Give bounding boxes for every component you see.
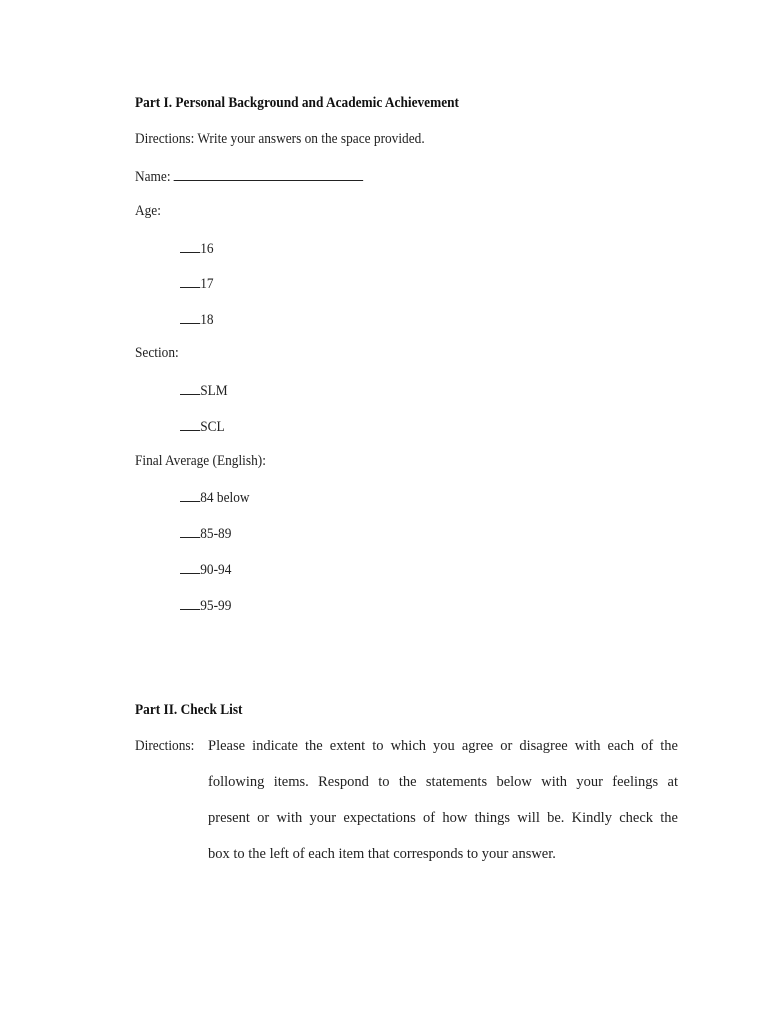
part2-heading: Part II. Check List bbox=[135, 702, 243, 718]
part1-heading: Part I. Personal Background and Academic Achievement bbox=[135, 95, 459, 111]
section-option bbox=[180, 380, 228, 400]
age-option bbox=[180, 238, 214, 258]
option-blank[interactable] bbox=[180, 523, 200, 538]
option-blank[interactable] bbox=[180, 238, 200, 253]
name-blank[interactable] bbox=[173, 166, 363, 181]
age-label: Age: bbox=[135, 203, 161, 219]
option-blank[interactable] bbox=[180, 595, 200, 610]
option-blank[interactable] bbox=[180, 487, 200, 502]
final-average-label: Final Average (English): bbox=[135, 453, 266, 469]
option-label: 85-89 bbox=[200, 526, 232, 542]
option-blank[interactable] bbox=[180, 380, 200, 395]
section-label: Section: bbox=[135, 345, 179, 361]
option-label: 16 bbox=[200, 241, 214, 257]
option-label: 84 below bbox=[200, 490, 250, 506]
option-blank[interactable] bbox=[180, 559, 200, 574]
option-label: 90-94 bbox=[200, 562, 232, 578]
age-option bbox=[180, 309, 214, 329]
part2-directions-label: Directions: bbox=[135, 738, 195, 754]
part2-directions-line: Please indicate the extent to which you agree or disagree with each of the bbox=[208, 738, 678, 754]
option-label: 17 bbox=[200, 276, 214, 292]
part1-directions: Directions: Write your answers on the space provided. bbox=[135, 131, 425, 147]
final-average-option bbox=[180, 523, 231, 543]
option-label: 95-99 bbox=[200, 598, 232, 614]
name-field-row bbox=[135, 166, 363, 186]
part2-directions-line: box to the left of each item that corresponds to your answer. bbox=[208, 846, 556, 862]
option-blank[interactable] bbox=[180, 416, 200, 431]
part2-directions-line: present or with your expectations of how things will be. Kindly check the bbox=[208, 810, 678, 826]
option-label: SCL bbox=[200, 419, 225, 435]
option-blank[interactable] bbox=[180, 273, 200, 288]
name-label: Name: bbox=[135, 169, 171, 185]
option-label: SLM bbox=[200, 383, 228, 399]
option-blank[interactable] bbox=[180, 309, 200, 324]
section-option bbox=[180, 416, 225, 436]
age-option bbox=[180, 273, 214, 293]
final-average-option bbox=[180, 595, 231, 615]
final-average-option bbox=[180, 487, 250, 507]
part2-directions-line: following items. Respond to the statements below with your feelings at bbox=[208, 774, 678, 790]
final-average-option bbox=[180, 559, 231, 579]
option-label: 18 bbox=[200, 312, 214, 328]
